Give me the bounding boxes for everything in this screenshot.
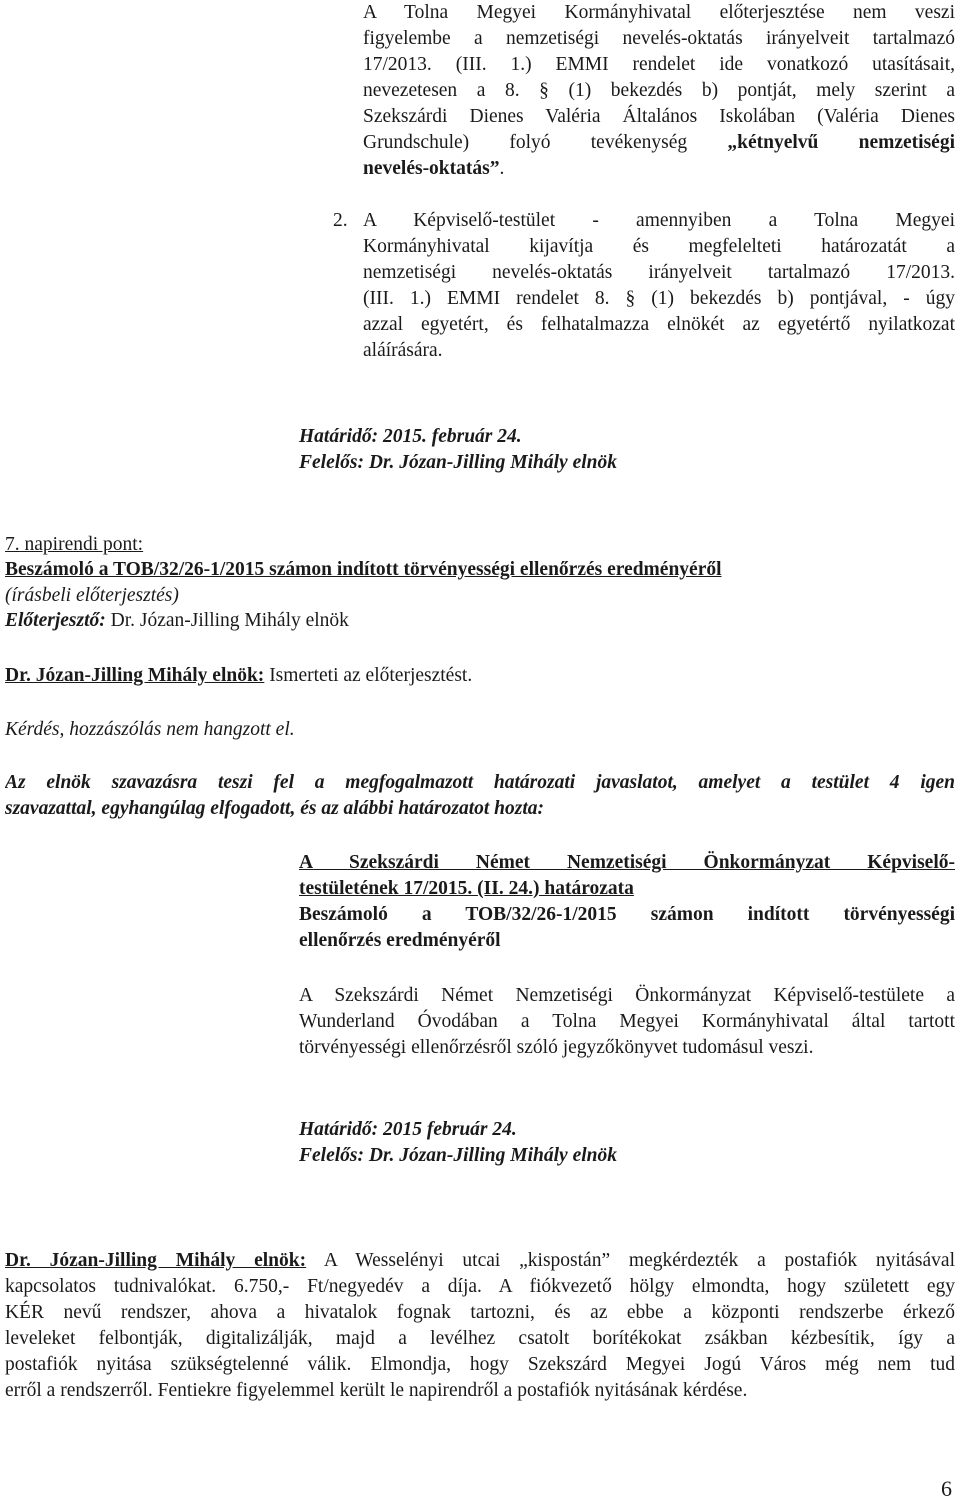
bold-phrase: nevelés-oktatás” (363, 158, 500, 179)
intro-line-last: nevelés-oktatás”. (363, 158, 505, 179)
resolution-body-line: törvényességi ellenőrzésről szóló jegyzőkönyvet tudomásul veszi. (299, 1037, 814, 1058)
closing-speaker: Dr. Józan-Jilling Mihály elnök: (5, 1250, 307, 1271)
agenda-note: (írásbeli előterjesztés) (5, 585, 179, 606)
closing-line: erről a rendszerről. Fentiekre figyelemmel került le napirendről a postafiók nyitásának kérdése. (5, 1380, 748, 1401)
vote-line: Az elnök szavazásra teszi fel a megfogalmazott határozati javaslatot, amelyet a testület 4 igen (5, 772, 955, 793)
point-number: 2. (333, 210, 348, 231)
resolution-header-line: testületének 17/2015. (II. 24.) határozata (299, 878, 634, 899)
responsible-value: Dr. Józan-Jilling Mihály elnök (363, 1145, 617, 1166)
agenda-number: 7. (5, 534, 20, 555)
resolution-subject (299, 902, 955, 954)
point2-line: nemzetiségi nevelés-oktatás irányelveit tartalmazó 17/2013. (363, 262, 955, 283)
agenda-heading (5, 532, 143, 558)
vote-paragraph (5, 770, 955, 822)
closing-line: leveleket felbontják, digitalizálják, majd a levélhez csatolt borítékokat zsákban kézbesítik, így a (5, 1328, 955, 1349)
intro-line: Szekszárdi Dienes Valéria Általános Iskolában (Valéria Dienes (363, 106, 955, 127)
presenter-line (5, 608, 349, 634)
responsible-line (299, 450, 617, 476)
intro-paragraph (363, 0, 955, 182)
closing-paragraph (5, 1248, 955, 1404)
intro-line: nevezetesen a 8. § (1) bekezdés b) pontját, mely szerint a (363, 80, 955, 101)
agenda-label: napirendi pont: (19, 534, 144, 555)
point2-line: A Képviselő-testület - amennyiben a Tolna Megyei (363, 210, 955, 231)
speaker-line (5, 663, 472, 689)
responsible-value: Dr. Józan-Jilling Mihály elnök (363, 452, 617, 473)
intro-line: 17/2013. (III. 1.) EMMI rendelet ide vonatkozó utasításait, (363, 54, 955, 75)
responsible-label: Felelős: (299, 452, 364, 473)
deadline-value: 2015 február 24. (378, 1119, 517, 1140)
page-number: 6 (941, 1476, 952, 1501)
resolution-header-line: A Szekszárdi Német Nemzetiségi Önkormányzat Képviselő- (299, 852, 955, 873)
speaker-name: Dr. Józan-Jilling Mihály elnök: (5, 665, 265, 686)
bold-phrase: „kétnyelvű nemzetiségi (727, 132, 955, 153)
intro-line: A Tolna Megyei Kormányhivatal előterjesztése nem veszi (363, 2, 955, 23)
deadline-label: Határidő: (299, 426, 379, 447)
resolution-header (299, 850, 955, 910)
point2-line: azzal egyetért, és felhatalmazza elnökét az egyetértő nyilatkozat (363, 314, 955, 335)
point2-line: aláírására. (363, 340, 443, 361)
presenter-label: Előterjesztő: (5, 610, 106, 631)
resolution-body-line: Wunderland Óvodában a Tolna Megyei Kormányhivatal által tartott (299, 1011, 955, 1032)
resolution-body-line: A Szekszárdi Német Nemzetiségi Önkormányzat Képviselő-testülete a (299, 985, 955, 1006)
resolution-subject-line: Beszámoló a TOB/32/26-1/2015 számon indított törvényességi (299, 904, 955, 925)
closing-line: KÉR nevű rendszer, ahova a hivatalok fognak tartozni, és az ebbe a központi rendszerbe érkező (5, 1302, 955, 1323)
speaker-text: Ismerteti az előterjesztést. (264, 665, 473, 686)
deadline-line (299, 424, 522, 450)
resolution-body (299, 983, 955, 1061)
closing-line: postafiók nyitása szükségtelenné válik. Elmondja, hogy Szekszárd Megyei Jogú Város még nem tud (5, 1354, 955, 1375)
deadline-line (299, 1117, 517, 1143)
intro-line: figyelembe a nemzetiségi nevelés-oktatás irányelveit tartalmazó (363, 28, 955, 49)
closing-line: Dr. Józan-Jilling Mihály elnök: A Wesselényi utcai „kispostán” megkérdezték a postafiók nyitásával (5, 1250, 955, 1271)
point2-paragraph (363, 208, 955, 364)
presenter-value: Dr. Józan-Jilling Mihály elnök (105, 610, 349, 631)
responsible-line (299, 1143, 617, 1169)
closing-line: kapcsolatos tudnivalókat. 6.750,- Ft/negyedév a díja. A fiókvezető hölgy elmondta, hogy született egy (5, 1276, 955, 1297)
responsible-label: Felelős: (299, 1145, 364, 1166)
resolution-subject-line: ellenőrzés eredményéről (299, 930, 501, 951)
intro-line-mixed: Grundschule) folyó tevékenység „kétnyelvű nemzetiségi (363, 132, 955, 153)
deadline-label: Határidő: (299, 1119, 379, 1140)
agenda-title: Beszámoló a TOB/32/26-1/2015 számon indított törvényességi ellenőrzés eredményéről (5, 559, 722, 580)
point2-line: (III. 1.) EMMI rendelet 8. § (1) bekezdés b) pontjával, - úgy (363, 288, 955, 309)
question-line: Kérdés, hozzászólás nem hangzott el. (5, 719, 295, 740)
deadline-value: 2015. február 24. (378, 426, 522, 447)
point2-line: Kormányhivatal kijavítja és megfelelteti határozatát a (363, 236, 955, 257)
vote-line: szavazattal, egyhangúlag elfogadott, és az alábbi határozatot hozta: (5, 798, 545, 819)
